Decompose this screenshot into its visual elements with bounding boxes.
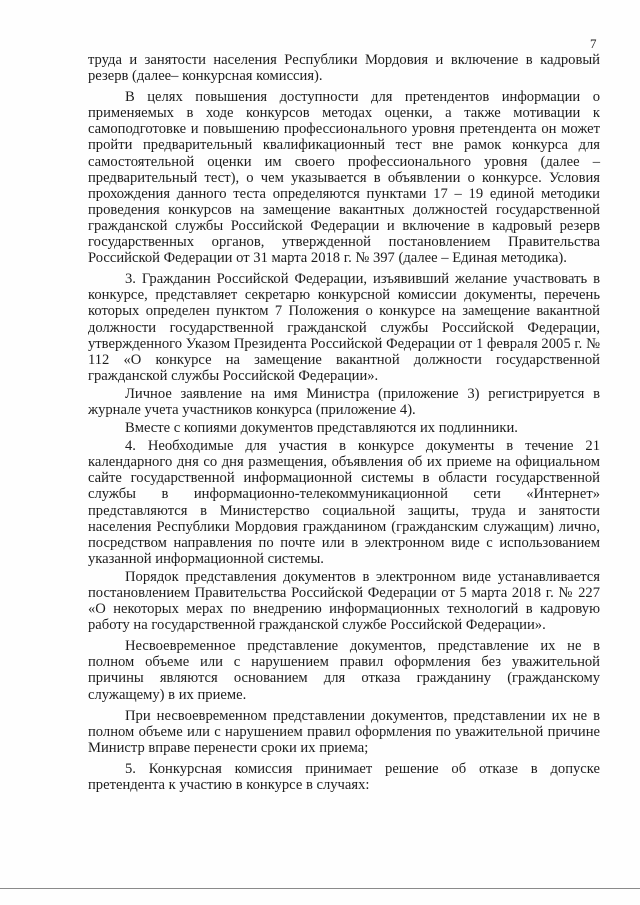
paragraph-electronic-procedure: Порядок представления документов в электронном виде устанавливается постановлением Правительства Российской Федерации от 5 марта 2018 г. № 227 «О некоторых мерах по внедрению информационных технологий в кадровую работу на государственной гражданской службе Российской Федерации». (88, 568, 600, 634)
scan-bottom-edge (0, 888, 640, 889)
paragraph-personal-application: Личное заявление на имя Министра (приложение 3) регистрируется в журнале учета участников конкурса (приложение 4). (88, 385, 600, 418)
paragraph-item-4: 4. Необходимые для участия в конкурсе документы в течение 21 календарного дня со дня размещения, объявления об их приеме на официальном сайте государственной информационной системы в области государственной службы в информационно-телекоммуникационной сети «Интернет» представляются в Министерство социальной защиты, труда и занятости населения Республики Мордовия гражданином (гражданским служащим) лично, посредством направления по почте или в электронном виде с использованием указанной информационной системы. (88, 438, 600, 567)
paragraph-valid-reason: При несвоевременном представлении документов, представлении их не в полном объеме или с нарушением правил оформления по уважительной причине Министр вправе перенести сроки их приема; (88, 707, 600, 756)
paragraph-preliminary-test: В целях повышения доступности для претендентов информации о применяемых в ходе конкурсов методах оценки, а также мотивации к самоподготовке и повышению профессионального уровня претендента он может пройти предварительный квалификационный тест вне рамок конкурса для самостоятельной оценки им своего профессионального уровня (далее – предварительный тест), о чем указывается в объявлении о конкурсе. Условия прохождения данного теста определяются пунктами 17 – 19 единой методики проведения конкурсов на замещение вакантных должностей государственной гражданской службы Российской Федерации и включение в кадровый резерв государственных органов, утвержденной постановлением Правительства Российской Федерации от 31 марта 2018 г. № 397 (далее – Единая методика). (88, 89, 600, 267)
paragraph-originals: Вместе с копиями документов представляются их подлинники. (125, 420, 518, 437)
paragraph-commission-definition: труда и занятости населения Республики Мордовия и включение в кадровый резерв (далее– конкурсная комиссия). (88, 52, 600, 85)
document-body (88, 52, 600, 798)
paragraph-late-submission: Несвоевременное представление документов, представление их не в полном объеме или с нарушением правил оформления без уважительной причины являются основанием для отказа гражданину (гражданскому служащему) в их приеме. (88, 638, 600, 703)
page-number: 7 (590, 36, 597, 51)
paragraph-item-3: 3. Гражданин Российской Федерации, изъявивший желание участвовать в конкурсе, представляет секретарю конкурсной комиссии документы, перечень которых определен пунктом 7 Положения о конкурсе на замещение вакантной должности государственной гражданской службы Российской Федерации, утвержденного Указом Президента Российской Федерации от 1 февраля 2005 г. № 112 «О конкурсе на замещение вакантной должности государственной гражданской службы Российской Федерации». (88, 271, 600, 384)
paragraph-item-5: 5. Конкурсная комиссия принимает решение об отказе в допуске претендента к участию в конкурсе в случаях: (88, 760, 600, 794)
